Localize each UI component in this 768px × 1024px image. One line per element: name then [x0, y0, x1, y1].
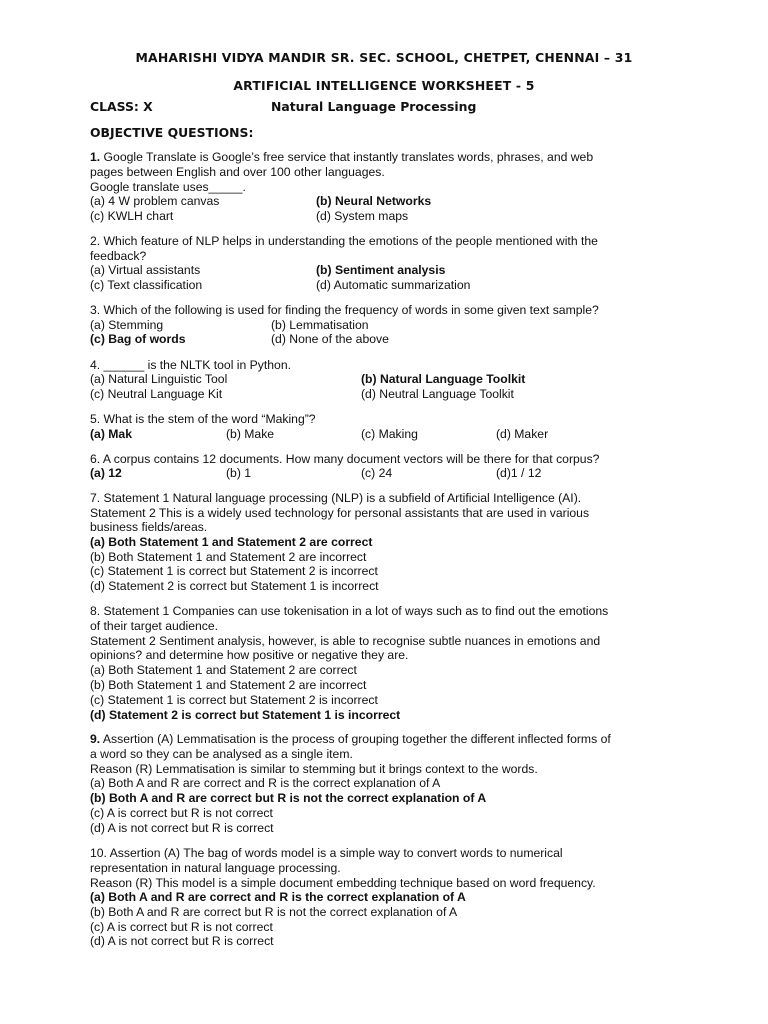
question-5-line-1: 5. What is the stem of the word “Making”? [90, 412, 316, 426]
q8-option-c: (c) Statement 1 is correct but Statement 2 is incorrect [90, 693, 378, 707]
question-8-line-2: of their target audience. [90, 619, 219, 633]
q9-option-a: (a) Both A and R are correct and R is the correct explanation of A [90, 776, 441, 790]
question-1-line-2: pages between English and over 100 other languages. [90, 165, 385, 179]
q8-option-d: (d) Statement 2 is correct but Statement 1 is incorrect [90, 708, 401, 722]
question-9-line-1: 9. Assertion (A) Lemmatisation is the process of grouping together the different inflected forms of [90, 732, 611, 746]
q3-option-d: (d) None of the above [271, 332, 389, 346]
question-7-line-2: Statement 2 This is a widely used technology for personal assistants that are used in various [90, 506, 590, 520]
q5-option-c: (c) Making [361, 427, 418, 441]
question-9-line-3: Reason (R) Lemmatisation is similar to stemming but it brings context to the words. [90, 762, 538, 776]
class-label: CLASS: X [90, 99, 153, 114]
q6-option-d: (d)1 / 12 [496, 466, 542, 480]
q8-option-b: (b) Both Statement 1 and Statement 2 are incorrect [90, 678, 367, 692]
question-2-line-2: feedback? [90, 249, 147, 263]
question-10-line-1: 10. Assertion (A) The bag of words model is a simple way to convert words to numerical [90, 846, 563, 860]
question-7-number: 7. [90, 491, 101, 505]
question-8-line-4: opinions? and determine how positive or negative they are. [90, 648, 409, 662]
q1-option-c: (c) KWLH chart [90, 209, 174, 223]
question-7-line-1: 7. Statement 1 Natural language processing (NLP) is a subfield of Artificial Intelligence (AI). [90, 491, 582, 505]
question-10-number: 10. [90, 846, 107, 860]
q9-option-c: (c) A is correct but R is not correct [90, 806, 273, 820]
q4-option-a: (a) Natural Linguistic Tool [90, 372, 228, 386]
q9-option-d: (d) A is not correct but R is correct [90, 821, 274, 835]
q6-option-c: (c) 24 [361, 466, 393, 480]
question-8-line-1: 8. Statement 1 Companies can use tokenisation in a lot of ways such as to find out the emotions [90, 604, 609, 618]
question-3-line-1: 3. Which of the following is used for finding the frequency of words in some given text sample? [90, 303, 599, 317]
q1-option-a: (a) 4 W problem canvas [90, 194, 220, 208]
q10-option-d: (d) A is not correct but R is correct [90, 934, 274, 948]
question-6-number: 6. [90, 452, 101, 466]
question-10-line-2: representation in natural language processing. [90, 861, 341, 875]
class-row [90, 99, 690, 117]
question-10-line-3: Reason (R) This model is a simple document embedding technique based on word frequency. [90, 876, 596, 890]
q2-option-d: (d) Automatic summarization [316, 278, 471, 292]
q6-option-a: (a) 12 [90, 466, 122, 480]
question-6-line-1: 6. A corpus contains 12 documents. How many document vectors will be there for that corpus? [90, 452, 600, 466]
question-4-number: 4. [90, 358, 101, 372]
question-2-number: 2. [90, 234, 101, 248]
q5-option-d: (d) Maker [496, 427, 549, 441]
q8-option-a: (a) Both Statement 1 and Statement 2 are correct [90, 663, 357, 677]
worksheet-title: ARTIFICIAL INTELLIGENCE WORKSHEET - 5 [233, 78, 535, 93]
question-1-line-1: 1. Google Translate is Google’s free service that instantly translates words, phrases, and web [90, 150, 594, 164]
question-1-number: 1. [90, 150, 101, 164]
q7-option-d: (d) Statement 2 is correct but Statement 1 is incorrect [90, 579, 379, 593]
q7-option-a: (a) Both Statement 1 and Statement 2 are correct [90, 535, 373, 549]
q2-option-a: (a) Virtual assistants [90, 263, 201, 277]
q10-option-b: (b) Both A and R are correct but R is not the correct explanation of A [90, 905, 458, 919]
question-8-number: 8. [90, 604, 101, 618]
q3-option-c: (c) Bag of words [90, 332, 186, 346]
q6-option-b: (b) 1 [226, 466, 252, 480]
question-9-line-2: a word so they can be analysed as a single item. [90, 747, 353, 761]
q7-option-b: (b) Both Statement 1 and Statement 2 are incorrect [90, 550, 367, 564]
q5-option-a: (a) Mak [90, 427, 132, 441]
q4-option-c: (c) Neutral Language Kit [90, 387, 223, 401]
q2-option-b: (b) Sentiment analysis [316, 263, 446, 277]
q4-option-b: (b) Natural Language Toolkit [361, 372, 526, 386]
q4-option-d: (d) Neutral Language Toolkit [361, 387, 514, 401]
q3-option-b: (b) Lemmatisation [271, 318, 369, 332]
question-8-line-3: Statement 2 Sentiment analysis, however, is able to recognise subtle nuances in emotions and [90, 634, 601, 648]
section-heading: OBJECTIVE QUESTIONS: [90, 125, 254, 140]
question-7-line-3: business fields/areas. [90, 520, 208, 534]
question-4-line-1: 4. ______ is the NLTK tool in Python. [90, 358, 291, 372]
question-2-line-1: 2. Which feature of NLP helps in understanding the emotions of the people mentioned with the [90, 234, 598, 248]
topic-label: Natural Language Processing [271, 99, 477, 114]
q9-option-b: (b) Both A and R are correct but R is not the correct explanation of A [90, 791, 487, 805]
q1-option-b: (b) Neural Networks [316, 194, 432, 208]
question-9-number: 9. [90, 732, 101, 746]
q5-option-b: (b) Make [226, 427, 275, 441]
question-1-line-3: Google translate uses_____. [90, 180, 246, 194]
q2-option-c: (c) Text classification [90, 278, 203, 292]
question-3-number: 3. [90, 303, 101, 317]
school-title: MAHARISHI VIDYA MANDIR SR. SEC. SCHOOL, CHETPET, CHENNAI – 31 [135, 50, 633, 65]
q1-option-d: (d) System maps [316, 209, 409, 223]
q10-option-c: (c) A is correct but R is not correct [90, 920, 273, 934]
q7-option-c: (c) Statement 1 is correct but Statement 2 is incorrect [90, 564, 378, 578]
q10-option-a: (a) Both A and R are correct and R is the correct explanation of A [90, 890, 466, 904]
question-5-number: 5. [90, 412, 101, 426]
q3-option-a: (a) Stemming [90, 318, 164, 332]
